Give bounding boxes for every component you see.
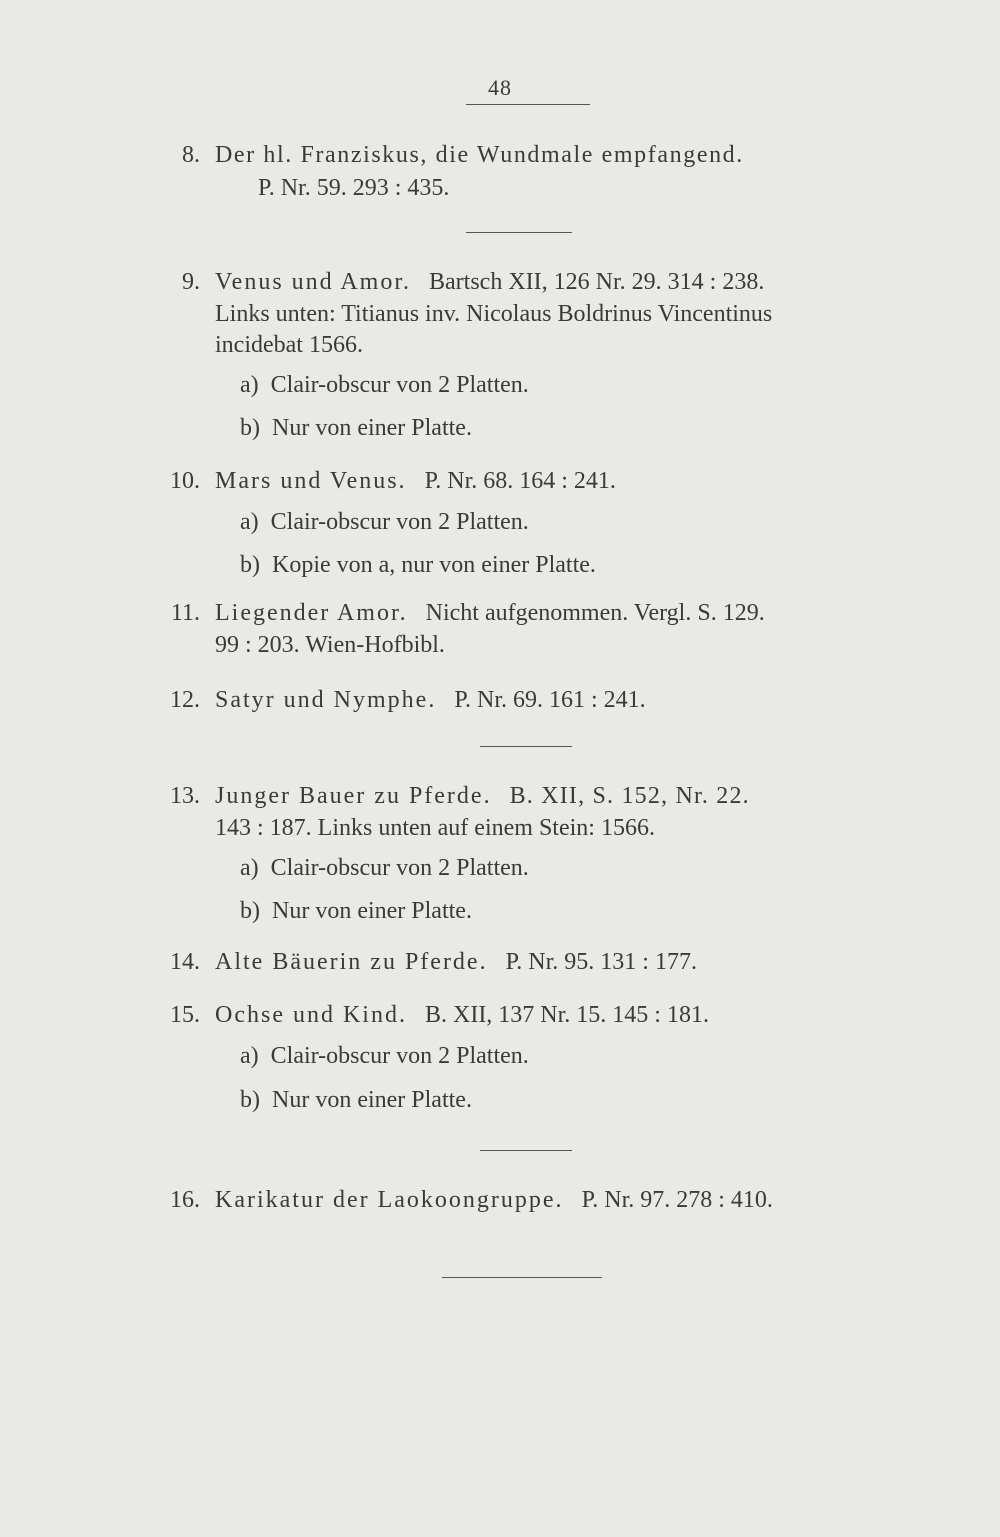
entry-reference: B. XII, S. 152, Nr. 22. [509,783,750,809]
variant-text: Nur von einer Platte. [272,1087,472,1113]
entry-detail-line: incidebat 1566. [215,332,363,358]
variant-a [240,505,529,539]
variant-label: b) [240,1087,260,1113]
entry-title [215,464,616,498]
entry-title-text: Liegender Amor. [215,600,408,626]
entry-title [215,1183,773,1217]
variant-text: Kopie von a, nur von einer Platte. [272,552,596,578]
entry-title [215,998,709,1032]
entry-title-text: Karikatur der Laokoongruppe. [215,1187,564,1213]
variant-text: Nur von einer Platte. [272,415,472,441]
variant-text: Clair-obscur von 2 Platten. [270,1043,529,1069]
entry-number: 10. [170,468,200,494]
end-rule [442,1277,602,1278]
entry-number: 13. [170,783,200,809]
entry-number: 8. [182,142,200,168]
entry-title [215,683,646,717]
entry-title [215,596,765,630]
entry-detail-line: 143 : 187. Links unten auf einem Stein: 1566. [215,815,655,841]
variant-text: Clair-obscur von 2 Platten. [270,509,529,535]
entry-reference: P. Nr. 68. 164 : 241. [424,468,616,494]
entry-title-text: Der hl. Franziskus, die Wundmale empfangend. [215,142,744,168]
entry-title-text: Satyr und Nymphe. [215,687,437,713]
variant-label: b) [240,415,260,441]
variant-label: a) [240,509,259,535]
entry-number: 12. [170,687,200,713]
entry-title-text: Alte Bäuerin zu Pferde. [215,949,488,975]
variant-label: a) [240,855,259,881]
entry-reference: P. Nr. 95. 131 : 177. [505,949,697,975]
header-rule [466,104,590,105]
variant-a [240,1039,529,1073]
variant-label: b) [240,552,260,578]
variant-a [240,368,529,402]
variant-label: a) [240,1043,259,1069]
variant-text: Clair-obscur von 2 Platten. [270,372,529,398]
entry-reference: P. Nr. 97. 278 : 410. [581,1187,773,1213]
entry-number: 11. [170,600,200,626]
entry-title [215,138,744,172]
variant-b [240,894,472,928]
entry-reference: P. Nr. 69. 161 : 241. [454,687,646,713]
entry-reference: B. XII, 137 Nr. 15. 145 : 181. [424,1002,709,1028]
entry-number: 9. [182,269,200,295]
entry-number: 16. [170,1187,200,1213]
entry-title [215,265,764,299]
entry-title-text: Junger Bauer zu Pferde. [215,783,492,809]
entry-title-text: Venus und Amor. [215,269,412,295]
entry-reference: Bartsch XII, 126 Nr. 29. 314 : 238. [429,269,765,295]
section-divider [480,746,572,747]
entry-title [215,945,697,979]
entry-detail-line: 99 : 203. Wien-Hofbibl. [215,632,445,658]
variant-text: Nur von einer Platte. [272,898,472,924]
variant-b [240,1083,472,1117]
section-divider [466,232,572,233]
variant-text: Clair-obscur von 2 Platten. [270,855,529,881]
section-divider [480,1150,572,1151]
entry-title-text: Mars und Venus. [215,468,407,494]
entry-reference: Nicht aufgenommen. Vergl. S. 129. [425,600,765,626]
entry-number: 14. [170,949,200,975]
entry-number: 15. [170,1002,200,1028]
variant-b [240,411,472,445]
variant-label: b) [240,898,260,924]
variant-a [240,851,529,885]
variant-b [240,548,596,582]
page-number: 48 [488,75,512,100]
variant-label: a) [240,372,259,398]
entry-title [215,779,750,813]
entry-detail-line: Links unten: Titianus inv. Nicolaus Boldrinus Vincentinus [215,301,773,327]
entry-title-text: Ochse und Kind. [215,1002,407,1028]
entry-detail-line: P. Nr. 59. 293 : 435. [258,175,450,201]
